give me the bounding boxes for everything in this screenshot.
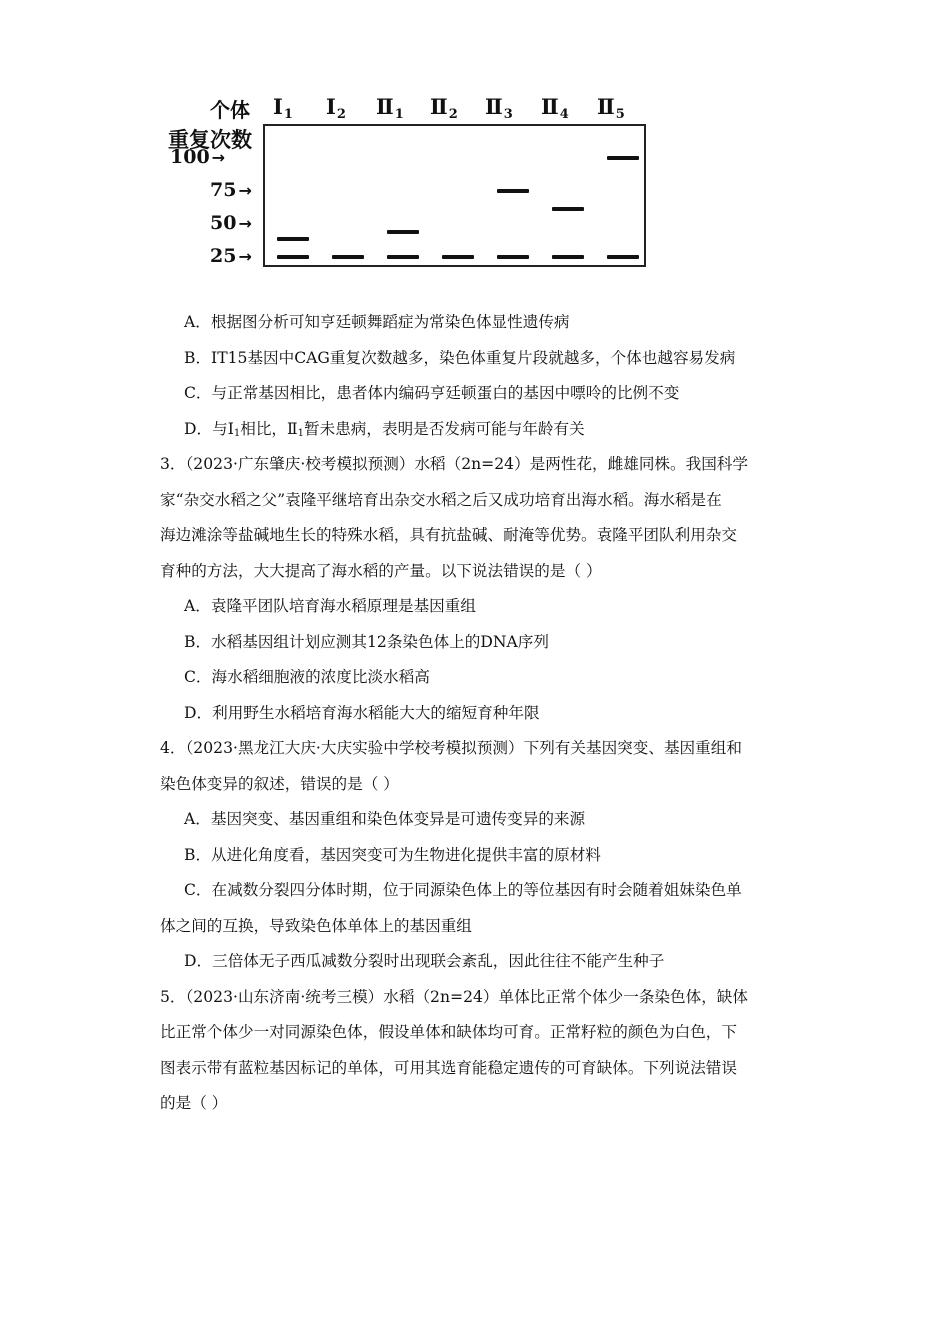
q3-option-a: A．袁隆平团队培育海水稻原理是基因重组	[184, 597, 476, 615]
individual-header-label: 个体	[210, 98, 250, 122]
gel-band	[552, 255, 584, 259]
tick-label-100: 100 →	[170, 146, 226, 168]
q4-option-c: C．在减数分裂四分体时期，位于同源染色体上的等位基因有时会随着姐妹染色单	[184, 881, 742, 899]
individual-label: $Ⅱ_3$	[485, 94, 513, 122]
q5-stem-line: 的是（ ）	[160, 1094, 228, 1112]
q2-option-c: C．与正常基因相比，患者体内编码亨廷顿蛋白的基因中嘌呤的比例不变	[184, 384, 680, 402]
repeat-count-figure	[160, 88, 660, 278]
q4-option-d: D．三倍体无子西瓜减数分裂时出现联会紊乱，因此往往不能产生种子	[184, 952, 665, 970]
gel-band	[607, 255, 639, 259]
q2-option-a: A．根据图分析可知亨廷顿舞蹈症为常染色体显性遗传病	[184, 313, 570, 331]
gel-band	[277, 237, 309, 241]
q3-option-b: B．水稻基因组计划应测其12条染色体上的DNA序列	[184, 632, 549, 651]
gel-band	[442, 255, 474, 259]
q3-stem-line: 家“杂交水稻之父”袁隆平继培育出杂交水稻之后又成功培育出海水稻。海水稻是在	[160, 490, 722, 509]
gel-band	[332, 255, 364, 259]
gel-band	[277, 255, 309, 259]
q2-option-d: D．与$Ⅰ_1$相比，$Ⅱ_1$暂未患病，表明是否发病可能与年龄有关	[184, 419, 585, 439]
q4-option-a: A．基因突变、基因重组和染色体变异是可遗传变异的来源	[184, 810, 586, 828]
y-axis-title: 重复次数	[168, 128, 252, 152]
gel-band	[552, 207, 584, 211]
q5-stem-line: 图表示带有蓝粒基因标记的单体，可用其选育能稳定遗传的可育缺体。下列说法错误	[160, 1058, 737, 1077]
q3-stem-line: 3．（2023·广东肇庆·校考模拟预测）水稻（2n=24）是两性花，雌雄同株。我国科学	[160, 455, 748, 473]
gel-band	[387, 255, 419, 259]
gel-frame	[263, 124, 646, 267]
q2-option-b: B．IT15基因中CAG重复次数越多，染色体重复片段就越多，个体也越容易发病	[184, 348, 736, 367]
tick-label-50: 50 →	[210, 212, 252, 234]
gel-band	[497, 255, 529, 259]
individual-label: $Ⅱ_5$	[597, 94, 625, 122]
q3-stem-line: 海边滩涂等盐碱地生长的特殊水稻，具有抗盐碱、耐淹等优势。袁隆平团队利用杂交	[160, 526, 737, 544]
q3-stem-line: 育种的方法，大大提高了海水稻的产量。以下说法错误的是（ ）	[160, 561, 602, 580]
q4-stem-line: 4．（2023·黑龙江大庆·大庆实验中学校考模拟预测）下列有关基因突变、基因重组和	[160, 739, 742, 757]
gel-band	[387, 230, 419, 234]
individual-label: $Ⅱ_4$	[541, 94, 569, 122]
gel-band	[607, 156, 639, 160]
q5-stem-line: 5．（2023·山东济南·统考三模）水稻（2n=24）单体比正常个体少一条染色体，缺体	[160, 987, 748, 1006]
q4-option-c-continued: 体之间的互换，导致染色体单体上的基因重组	[160, 916, 472, 935]
tick-label-75: 75 →	[210, 179, 252, 201]
q3-option-d: D．利用野生水稻培育海水稻能大大的缩短育种年限	[184, 703, 540, 722]
individual-label: $Ⅰ_2$	[326, 94, 346, 122]
tick-label-25: 25 →	[210, 245, 252, 267]
individual-label: $Ⅰ_1$	[273, 94, 293, 122]
q3-option-c: C．海水稻细胞液的浓度比淡水稻高	[184, 668, 430, 686]
individual-label: $Ⅱ_2$	[430, 94, 458, 122]
individual-label: $Ⅱ_1$	[376, 94, 404, 122]
question-body	[160, 305, 790, 1122]
q5-stem-line: 比正常个体少一对同源染色体，假设单体和缺体均可育。正常籽粒的颜色为白色，下	[160, 1023, 737, 1041]
q4-stem-line: 染色体变异的叙述，错误的是（ ）	[160, 774, 399, 793]
gel-band	[497, 189, 529, 193]
q4-option-b: B．从进化角度看，基因突变可为生物进化提供丰富的原材料	[184, 845, 601, 864]
